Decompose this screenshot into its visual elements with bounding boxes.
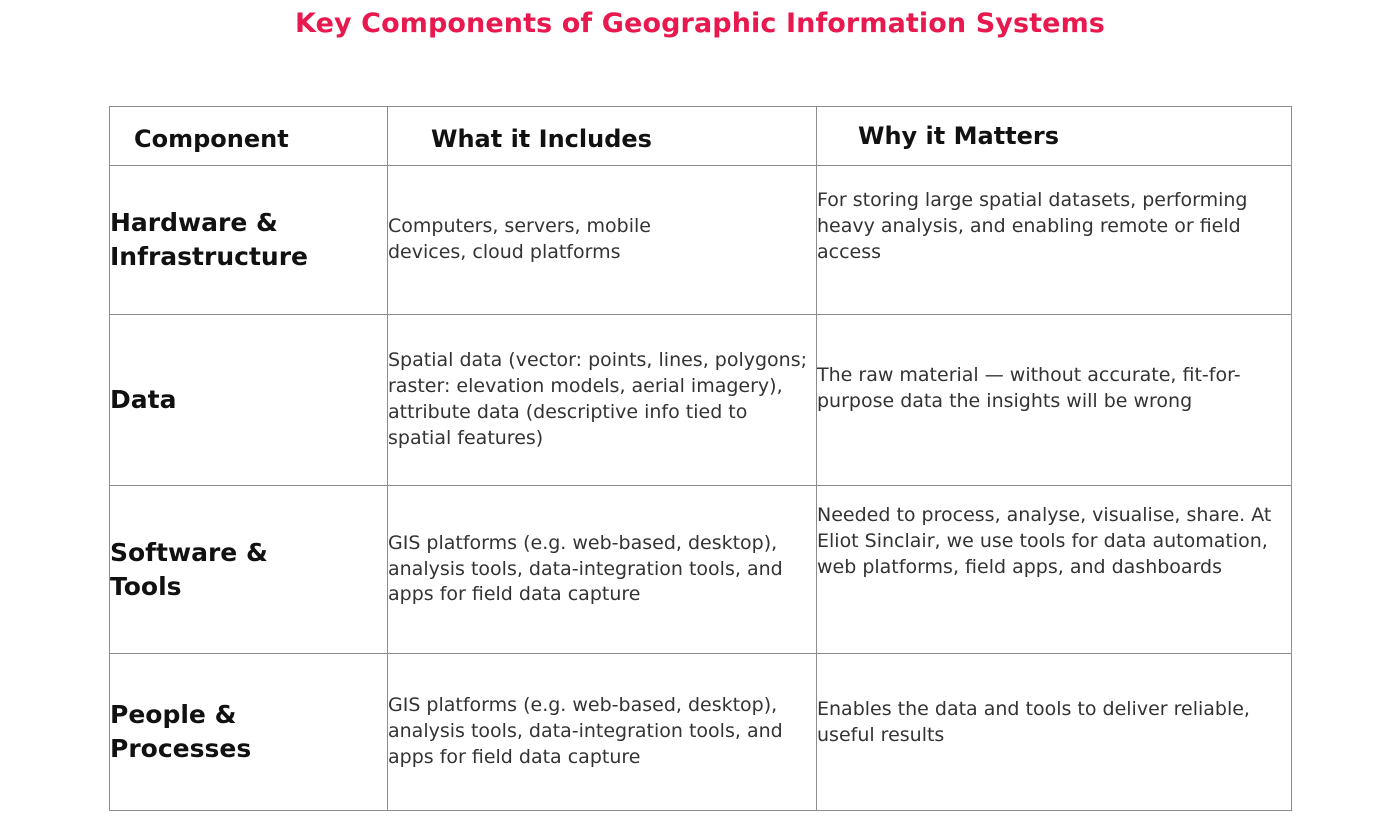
table-row bbox=[110, 654, 1292, 811]
table-header-row bbox=[110, 107, 1292, 166]
includes-cell: GIS platforms (e.g. web-based, desktop), analysis tools, data-integration tools, and apps for field data capture bbox=[388, 486, 817, 654]
why-cell: For storing large spatial datasets, performing heavy analysis, and enabling remote or field access bbox=[817, 166, 1292, 315]
why-cell: The raw material — without accurate, fit-for-purpose data the insights will be wrong bbox=[817, 315, 1292, 486]
includes-cell: Computers, servers, mobile devices, cloud platforms bbox=[388, 166, 817, 315]
why-cell: Needed to process, analyse, visualise, share. At Eliot Sinclair, we use tools for data automation, web platforms, field apps, and dashboards bbox=[817, 486, 1292, 654]
includes-cell: GIS platforms (e.g. web-based, desktop), analysis tools, data-integration tools, and apps for field data capture bbox=[388, 654, 817, 811]
header-includes: What it Includes bbox=[388, 107, 817, 166]
table-row bbox=[110, 486, 1292, 654]
header-why: Why it Matters bbox=[817, 107, 1292, 166]
header-component: Component bbox=[110, 107, 388, 166]
component-cell: Software & Tools bbox=[110, 486, 388, 654]
component-cell: Hardware & Infrastructure bbox=[110, 166, 388, 315]
table-row bbox=[110, 166, 1292, 315]
page-title: Key Components of Geographic Information Systems bbox=[295, 8, 1105, 39]
includes-cell: Spatial data (vector: points, lines, polygons; raster: elevation models, aerial imagery), attribute data (descriptive info tied to spatial features) bbox=[388, 315, 817, 486]
component-cell: Data bbox=[110, 315, 388, 486]
component-cell: People & Processes bbox=[110, 654, 388, 811]
why-cell: Enables the data and tools to deliver reliable, useful results bbox=[817, 654, 1292, 811]
table-row bbox=[110, 315, 1292, 486]
components-table bbox=[109, 106, 1292, 811]
